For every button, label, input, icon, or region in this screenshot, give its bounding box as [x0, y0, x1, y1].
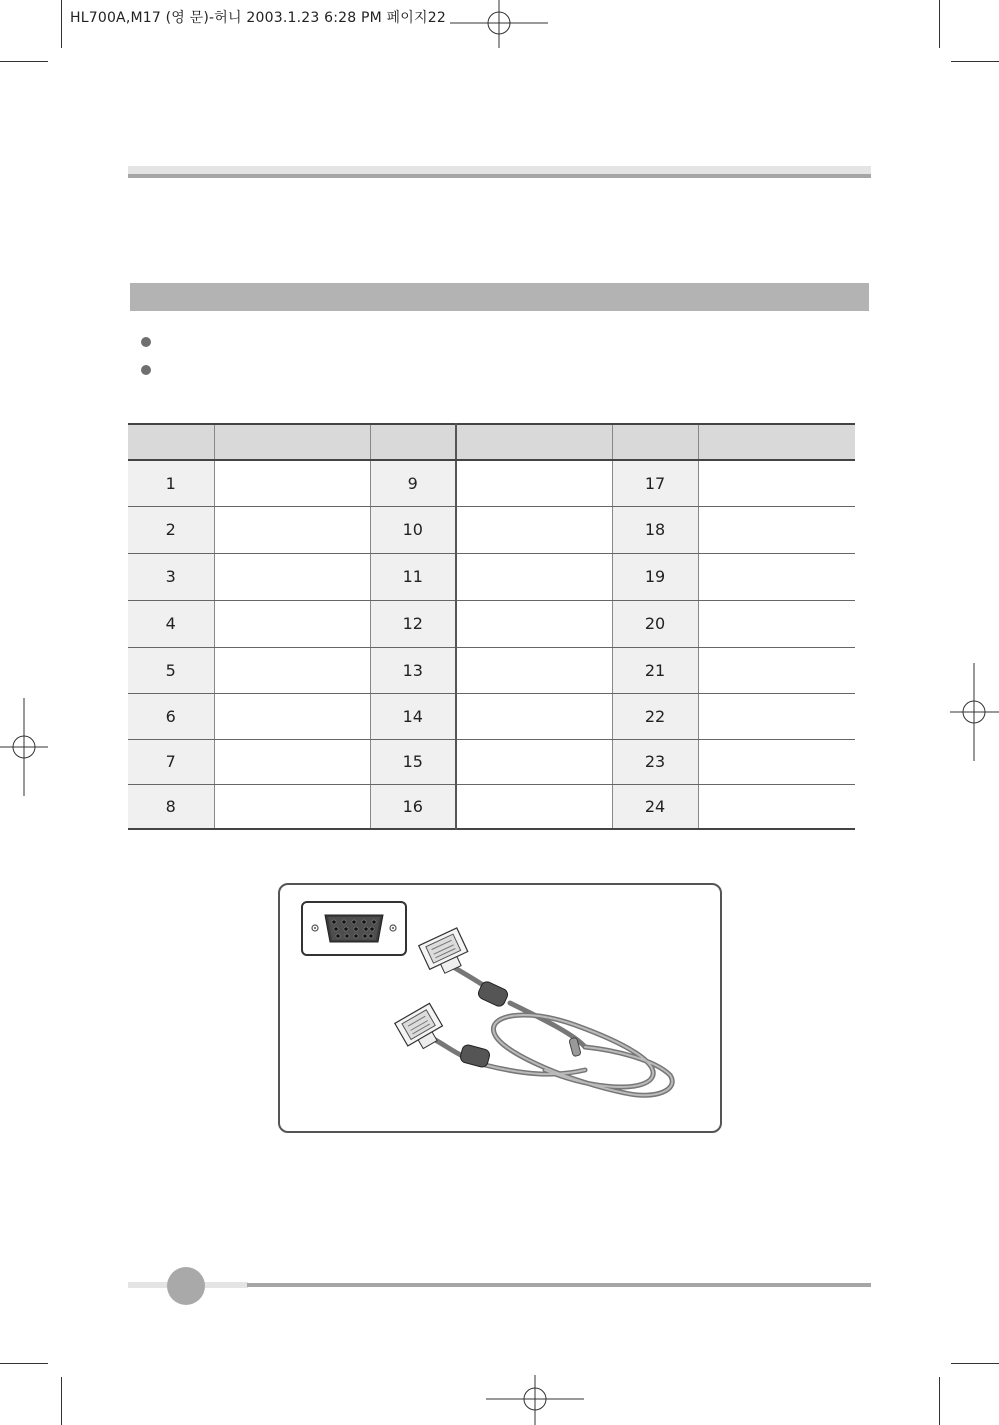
- table-row: [128, 647, 855, 693]
- pin-number-cell: 22: [612, 693, 698, 739]
- signal-cell: [214, 553, 370, 600]
- pin-number-cell: 1: [128, 460, 214, 506]
- pin-number-cell: 13: [370, 647, 456, 693]
- print-slug: HL700A,M17 (영 문)-허니 2003.1.23 6:28 PM 페이지22: [70, 10, 446, 26]
- signal-cell: [456, 600, 612, 647]
- table-row: [128, 784, 855, 829]
- signal-cell: [214, 460, 370, 506]
- table-row: [128, 693, 855, 739]
- pin-number-cell: 21: [612, 647, 698, 693]
- page-number-badge: [167, 1267, 205, 1305]
- pin-number-cell: 18: [612, 506, 698, 553]
- signal-cell: [214, 506, 370, 553]
- table-row: [128, 460, 855, 506]
- pin-table-header: [128, 424, 855, 460]
- header-rule: [128, 174, 871, 178]
- pin-number-cell: 19: [612, 553, 698, 600]
- header-cell-pin: [612, 424, 698, 460]
- registration-mark-icon: [450, 0, 548, 48]
- footer-rule: [247, 1283, 871, 1287]
- pin-number-cell: 7: [128, 739, 214, 784]
- pin-number-cell: 8: [128, 784, 214, 829]
- registration-mark-icon: [0, 698, 48, 796]
- pin-number-cell: 14: [370, 693, 456, 739]
- d-sub-cable-icon: [385, 925, 685, 1105]
- header-cell-pin: [128, 424, 214, 460]
- pin-number-cell: 5: [128, 647, 214, 693]
- pin-number-cell: 4: [128, 600, 214, 647]
- signal-cell: [456, 784, 612, 829]
- signal-cell: [698, 739, 855, 784]
- signal-cell: [456, 647, 612, 693]
- signal-cell: [214, 600, 370, 647]
- header-cell-pin: [370, 424, 456, 460]
- signal-cell: [698, 506, 855, 553]
- table-row: [128, 553, 855, 600]
- pin-number-cell: 3: [128, 553, 214, 600]
- pin-number-cell: 16: [370, 784, 456, 829]
- signal-cell: [214, 739, 370, 784]
- header-cell-signal: [456, 424, 612, 460]
- pin-number-cell: 23: [612, 739, 698, 784]
- header-cell-signal: [214, 424, 370, 460]
- pin-number-cell: 12: [370, 600, 456, 647]
- table-row: [128, 506, 855, 553]
- table-row: [128, 739, 855, 784]
- bullet-icon: [141, 337, 151, 347]
- pin-number-cell: 24: [612, 784, 698, 829]
- signal-cell: [698, 784, 855, 829]
- signal-cell: [698, 693, 855, 739]
- signal-cell: [456, 506, 612, 553]
- signal-cell: [698, 647, 855, 693]
- pin-number-cell: 6: [128, 693, 214, 739]
- registration-mark-icon: [950, 663, 999, 761]
- pin-number-cell: 20: [612, 600, 698, 647]
- pin-number-cell: 10: [370, 506, 456, 553]
- signal-cell: [214, 693, 370, 739]
- table-row: [128, 600, 855, 647]
- pin-number-cell: 11: [370, 553, 456, 600]
- pin-number-cell: 15: [370, 739, 456, 784]
- header-cell-signal: [698, 424, 855, 460]
- bullet-icon: [141, 365, 151, 375]
- signal-cell: [214, 647, 370, 693]
- pin-table: [128, 423, 855, 830]
- registration-mark-icon: [486, 1375, 584, 1425]
- pin-number-cell: 2: [128, 506, 214, 553]
- section-heading-bar: [130, 283, 869, 311]
- signal-cell: [214, 784, 370, 829]
- pin-number-cell: 17: [612, 460, 698, 506]
- signal-cell: [698, 553, 855, 600]
- signal-cell: [456, 739, 612, 784]
- signal-cell: [698, 460, 855, 506]
- pin-number-cell: 9: [370, 460, 456, 506]
- signal-cell: [698, 600, 855, 647]
- signal-cell: [456, 460, 612, 506]
- signal-cell: [456, 553, 612, 600]
- signal-cell: [456, 693, 612, 739]
